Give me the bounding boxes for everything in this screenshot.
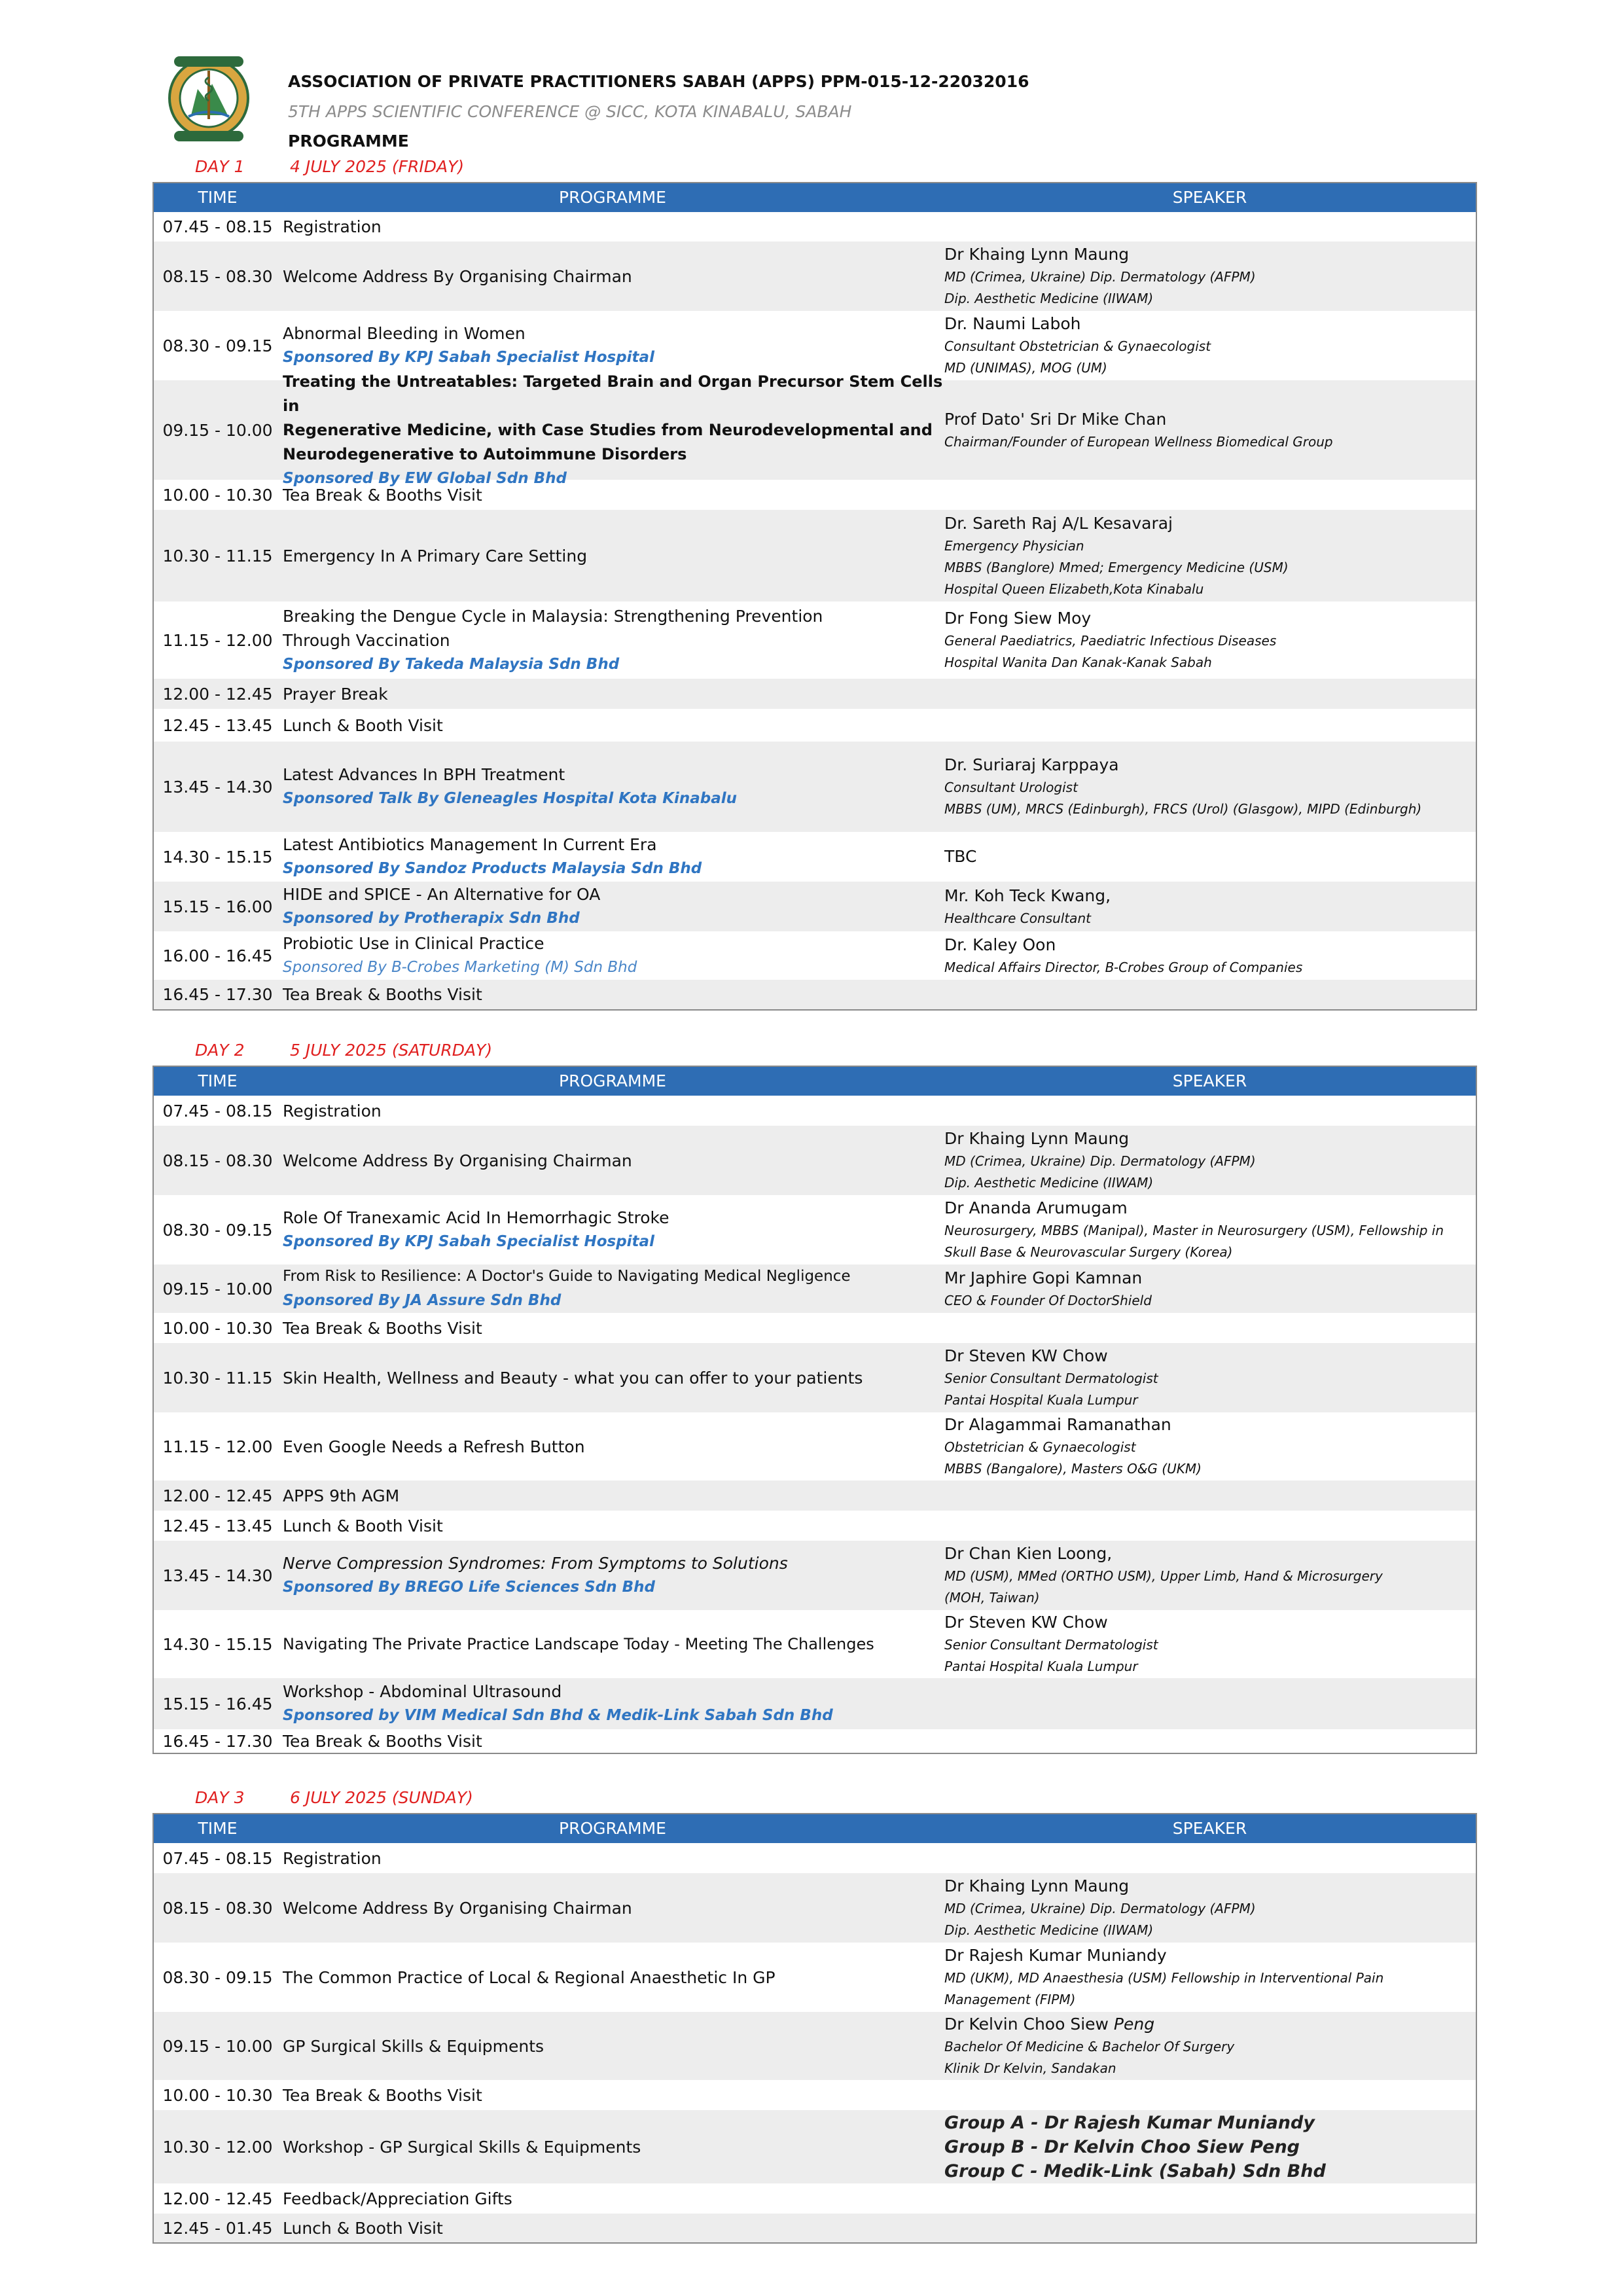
speaker-name: Dr Fong Siew Moy [944, 609, 1092, 628]
speaker-name: Dr Chan Kien Loong, [944, 1544, 1113, 1563]
sponsor-text: Sponsored By JA Assure Sdn Bhd [283, 1292, 562, 1309]
apps-logo-icon [165, 51, 253, 153]
speaker-name: Prof Dato' Sri Dr Mike Chan [944, 409, 1167, 429]
table-row: 14.30 - 15.15 Navigating The Private Practice Landscape Today - Meeting The Challenges Dr Steven KW Chow Senior Consultant Dermatologist Pantai Hospital Kuala Lumpur [154, 1610, 1476, 1678]
table-row: 16.00 - 16.45 Probiotic Use in Clinical Practice Sponsored By B-Crobes Marketing (M) Sdn Bhd Dr. Kaley Oon Medical Affairs Director, B-Crobes Group of Companies [154, 931, 1476, 980]
speaker-name: Dr. Kaley Oon [944, 935, 1056, 954]
table-row: 08.15 - 08.30 Welcome Address By Organising Chairman Dr Khaing Lynn Maung MD (Crimea, Ukraine) Dip. Dermatology (AFPM) Dip. Aesthetic Medicine (IIWAM) [154, 1873, 1476, 1943]
table-row: 13.45 - 14.30 Nerve Compression Syndromes: From Symptoms to Solutions Sponsored By BREGO Life Sciences Sdn Bhd Dr Chan Kien Loong, MD (USM), MMed (ORTHO USM), Upper Limb, Hand & Microsurgery (MOH, Taiwan) [154, 1541, 1476, 1610]
document-header [288, 67, 1029, 156]
speaker-name: Dr. Suriaraj Karppaya [944, 755, 1119, 774]
speaker-name: Dr Steven KW Chow [944, 1346, 1108, 1365]
sponsor-text: Sponsored By Takeda Malaysia Sdn Bhd [283, 655, 620, 673]
table-row: 10.30 - 11.15 Skin Health, Wellness and Beauty - what you can offer to your patients Dr Steven KW Chow Senior Consultant Dermatologist Pantai Hospital Kuala Lumpur [154, 1343, 1476, 1412]
document-title: PROGRAMME [288, 132, 409, 151]
table-row: 09.15 - 10.00 Treating the Untreatables: Targeted Brain and Organ Precursor Stem Cells in Regenerative Medicine, with Case Studies from Neurodevelopmental and Neurodegenerative to Autoimmune Disorders Sponsored By EW Global Sdn Bhd Prof Dato' Sri Dr Mike Chan Chairman/Founder of European Wellness Biomedical Group [154, 380, 1476, 480]
speaker-name: Dr. Naumi Laboh [944, 314, 1081, 333]
table-row: 10.30 - 12.00 Workshop - GP Surgical Skills & Equipments Group A - Dr Rajesh Kumar Muniandy Group B - Dr Kelvin Choo Siew Peng Group C - Medik-Link (Sabah) Sdn Bhd [154, 2110, 1476, 2183]
workshop-group: Group C - Medik-Link (Sabah) Sdn Bhd [944, 2161, 1326, 2181]
sponsor-text: Sponsored By B-Crobes Marketing (M) Sdn Bhd [283, 959, 637, 976]
speaker-name: Dr Alagammai Ramanathan [944, 1415, 1171, 1434]
table-row: 08.30 - 09.15 Role Of Tranexamic Acid In Hemorrhagic Stroke Sponsored By KPJ Sabah Specialist Hospital Dr Ananda Arumugam Neurosurgery, MBBS (Manipal), Master in Neurosurgery (USM), Fellowship in Skull Base & Neurovascular Surgery (Korea) [154, 1195, 1476, 1265]
speaker-name: TBC [944, 847, 977, 866]
table-row: 16.45 - 17.30 Tea Break & Booths Visit [154, 980, 1476, 1009]
table-row: 15.15 - 16.45 Workshop - Abdominal Ultrasound Sponsored by VIM Medical Sdn Bhd & Medik-Link Sabah Sdn Bhd [154, 1678, 1476, 1729]
sponsor-text: Sponsored by VIM Medical Sdn Bhd & Medik-Link Sabah Sdn Bhd [283, 1707, 833, 1724]
speaker-name: Dr Ananda Arumugam [944, 1198, 1128, 1217]
table-row: 12.45 - 01.45 Lunch & Booth Visit [154, 2214, 1476, 2242]
speaker-name: Dr Steven KW Chow [944, 1613, 1108, 1632]
sponsor-text: Sponsored By KPJ Sabah Specialist Hospital [283, 349, 654, 366]
table-row: 10.00 - 10.30 Tea Break & Booths Visit [162, 2085, 482, 2105]
organisation-name: ASSOCIATION OF PRIVATE PRACTITIONERS SABAH (APPS) PPM-015-12-22032016 [288, 72, 1029, 91]
table-row: 12.45 - 13.45 Lunch & Booth Visit [162, 715, 443, 735]
workshop-group: Group B - Dr Kelvin Choo Siew Peng [944, 2136, 1300, 2157]
table-row: 10.00 - 10.30 Tea Break & Booths Visit [162, 485, 482, 505]
table-row: 13.45 - 14.30 Latest Advances In BPH Treatment Sponsored Talk By Gleneagles Hospital Kota Kinabalu Dr. Suriaraj Karppaya Consultant Urologist MBBS (UM), MRCS (Edinburgh), FRCS (Urol) (Glasgow), MIPD (Edinburgh) [154, 742, 1476, 832]
table-row: 11.15 - 12.00 Even Google Needs a Refresh Button Dr Alagammai Ramanathan Obstetrician & Gynaecologist MBBS (Bangalore), Masters O&G (UKM) [154, 1412, 1476, 1480]
table-row: 14.30 - 15.15 Latest Antibiotics Management In Current Era Sponsored By Sandoz Products Malaysia Sdn Bhd TBC [154, 832, 1476, 882]
table-row: 12.00 - 12.45 APPS 9th AGM [154, 1480, 1476, 1511]
table-row: 11.15 - 12.00 Breaking the Dengue Cycle in Malaysia: Strengthening Prevention Through Vaccination Sponsored By Takeda Malaysia Sdn Bhd Dr Fong Siew Moy General Paediatrics, Paediatric Infectious Diseases Hospital Wanita Dan Kanak-Kanak Sabah [154, 601, 1476, 679]
table-row: 07.45 - 08.15 Registration [162, 217, 382, 236]
workshop-group: Group A - Dr Rajesh Kumar Muniandy [944, 2112, 1315, 2133]
table-row: 08.15 - 08.30 Welcome Address By Organising Chairman Dr Khaing Lynn Maung MD (Crimea, Ukraine) Dip. Dermatology (AFPM) Dip. Aesthetic Medicine (IIWAM) [154, 1126, 1476, 1195]
table-header: TIME PROGRAMME SPEAKER [154, 1067, 1476, 1096]
sponsor-text: Sponsored Talk By Gleneagles Hospital Kota Kinabalu [283, 790, 738, 807]
table-row: 16.45 - 17.30 Tea Break & Booths Visit [162, 1731, 482, 1751]
day-3-table [152, 1813, 1477, 2244]
table-row: 08.15 - 08.30 Welcome Address By Organising Chairman Dr Khaing Lynn Maung MD (Crimea, Ukraine) Dip. Dermatology (AFPM) Dip. Aesthetic Medicine (IIWAM) [154, 242, 1476, 311]
sponsor-text: Sponsored by Protherapix Sdn Bhd [283, 910, 580, 927]
table-row: 08.30 - 09.15 The Common Practice of Local & Regional Anaesthetic In GP Dr Rajesh Kumar Muniandy MD (UKM), MD Anaesthesia (USM) Fellowship in Interventional Pain Management (FIPM) [154, 1943, 1476, 2012]
table-row: 08.30 - 09.15 Abnormal Bleeding in Women Sponsored By KPJ Sabah Specialist Hospital Dr. Naumi Laboh Consultant Obstetrician & Gynaecologist MD (UNIMAS), MOG (UM) [154, 311, 1476, 380]
speaker-name: Mr Japhire Gopi Kamnan [944, 1268, 1143, 1287]
sponsor-text: Sponsored By BREGO Life Sciences Sdn Bhd [283, 1579, 655, 1596]
sponsor-text: Sponsored By KPJ Sabah Specialist Hospital [283, 1233, 654, 1250]
table-row: 07.45 - 08.15 Registration [162, 1101, 382, 1121]
table-row: 12.00 - 12.45 Prayer Break [154, 679, 1476, 709]
speaker-name: Dr Khaing Lynn Maung [944, 1876, 1130, 1895]
table-row: 09.15 - 10.00 From Risk to Resilience: A Doctor's Guide to Navigating Medical Negligence Sponsored By JA Assure Sdn Bhd Mr Japhire Gopi Kamnan CEO & Founder Of DoctorShield [154, 1265, 1476, 1313]
table-row: 10.30 - 11.15 Emergency In A Primary Care Setting Dr. Sareth Raj A/L Kesavaraj Emergency Physician MBBS (Banglore) Mmed; Emergency Medicine (USM) Hospital Queen Elizabeth,Kota Kinabalu [154, 510, 1476, 601]
speaker-name: Dr. Sareth Raj A/L Kesavaraj [944, 513, 1173, 533]
speaker-name: Dr Khaing Lynn Maung [944, 245, 1130, 264]
table-header: TIME PROGRAMME SPEAKER [154, 183, 1476, 212]
table-header: TIME PROGRAMME SPEAKER [154, 1814, 1476, 1843]
speaker-name: Mr. Koh Teck Kwang, [944, 886, 1111, 905]
speaker-name: Dr Khaing Lynn Maung [944, 1129, 1130, 1148]
speaker-name: Dr Rajesh Kumar Muniandy [944, 1946, 1167, 1965]
programme-page: ASSOCIATION OF PRIVATE PRACTITIONERS SABAH (APPS) PPM-015-12-22032016 5TH APPS SCIENTIFIC CONFERENCE @ SICC, KOTA KINABALU, SABAH PROGRAMME DAY 1 4 JULY 2025 (FRIDAY) TIME PROGRAMME SPEAKER 07.45 - 08.15 Registration 08.15 - 08.30 Welcome Address By Organising Chairman Dr Khaing Lynn Maung MD (Crimea, Ukraine) Dip. Dermatology (AFPM) Dip. Aesthetic Medicine (IIWAM) 08.30 - 09.15 Abnormal Bleeding in Women Sponsored By KPJ Sabah Specialist Hospital Dr. Naumi Laboh Consultant Obstetrician & Gynaecologist MD (UNIMAS), MOG (UM) 09.15 - 10.00 Treating the Untreatables: Targeted Brain and Organ Precursor Stem Cells in Regenerative Medicine, with Case Studies from Neurodevelopmental and Neurodegenerative to Autoimmune Disorders Sponsored By EW Global Sdn Bhd Prof Dato' Sri Dr Mike Chan Chairman/Founder of European Wellness Biomedical Group 10.00 - 10.30 Tea Break & Booths Visit 10.30 - 11.15 Emergency In A Primary Care Setting Dr. Sareth Raj A/L Kesavaraj Emergency Physician MBBS (Banglore) Mmed; Emergency Medicine (USM) Hospital Queen Elizabeth,Kota Kinabalu 11.15 - 12.00 Breaking the Dengue Cycle in Malaysia: Strengthening Prevention Through Vaccination Sponsored By Takeda Malaysia Sdn Bhd Dr Fong Siew Moy General Paediatrics, Paediatric Infectious Diseases Hospital Wanita Dan Kanak-Kanak Sabah 12.00 - 12.45 Prayer Break 12.45 - 13.45 Lunch & Booth Visit 13.45 - 14.30 Latest Advances In BPH Treatment Sponsored Talk By Gleneagles Hospital Kota Kinabalu Dr. Suriaraj Karppaya Consultant Urologist MBBS (UM), MRCS (Edinburgh), FRCS (Urol) (Glasgow), MIPD (Edinburgh) 14.30 - 15.15 Latest Antibiotics Management In Current Era Sponsored By Sandoz Products Malaysia Sdn Bhd TBC 15.15 - 16.00 HIDE and SPICE - An Alternative for OA Sponsored by Protherapix Sdn Bhd Mr. Koh Teck Kwang, Healthcare Consultant 16.00 - 16.45 Probiotic Use in Clinical Practice Sponsored By B-Crobes Marketing (M) Sdn Bhd Dr. Kaley Oon Medical Affairs Director, B-Crobes Group of Companies 16.45 - 17.30 Tea Break & Booths Visit DAY 2 5 JULY 2025 (SATURDAY) TIME PROGRAMME SPEAKER 07.45 - 08.15 Registration 08.15 - 08.30 Welcome Address By Organising Chairman Dr Khaing Lynn Maung MD (Crimea, Ukraine) Dip. Dermatology (AFPM) Dip. Aesthetic Medicine (IIWAM) 08.30 - 09.15 Role Of Tranexamic Acid In Hemorrhagic Stroke Sponsored By KPJ Sabah Specialist Hospital Dr Ananda Arumugam Neurosurgery, MBBS (Manipal), Master in Neurosurgery (USM), Fellowship in Skull Base & Neurovascular Surgery (Korea) 09.15 - 10.00 From Risk to Resilience: A Doctor's Guide to Navigating Medical Negligence Sponsored By JA Assure Sdn Bhd Mr Japhire Gopi Kamnan CEO & Founder Of DoctorShield 10.00 - 10.30 Tea Break & Booths Visit 10.30 - 11.15 Skin Health, Wellness and Beauty - what you can offer to your patients Dr Steven KW Chow Senior Consultant Dermatologist Pantai Hospital Kuala Lumpur 11.15 - 12.00 Even Google Needs a Refresh Button Dr Alagammai Ramanathan Obstetrician & Gynaecologist MBBS (Bangalore), Masters O&G (UKM) 12.00 - 12.45 APPS 9th AGM 12.45 - 13.45 Lunch & Booth Visit 13.45 - 14.30 Nerve Compression Syndromes: From Symptoms to Solutions Sponsored By BREGO Life Sciences Sdn Bhd Dr Chan Kien Loong, MD (USM), MMed (ORTHO USM), Upper Limb, Hand & Microsurgery (MOH, Taiwan) 14.30 - 15.15 Navigating The Private Practice Landscape Today - Meeting The Challenges Dr Steven KW Chow Senior Consultant Dermatologist Pantai Hospital Kuala Lumpur 15.15 - 16.45 Workshop - Abdominal Ultrasound Sponsored by VIM Medical Sdn Bhd & Medik-Link Sabah Sdn Bhd 16.45 - 17.30 Tea Break & Booths Visit DAY 3 6 JULY 2025 (SUNDAY) TIME PROGRAMME SPEAKER 07.45 - 08.15 Registration 08.15 - 08.30 Welcome Address By Organising Chairman Dr Khaing Lynn Maung MD (Crimea, Ukraine) Dip. Dermatology (AFPM) Dip. Aesthetic Medicine (IIWAM) 08.30 - 09.15 The Common Practice of Local & Regional Anaesthetic In GP Dr Rajesh Kumar Muniandy MD (UKM), MD Anaesthesia (USM) Fellowship in Interventional Pain Management (FIPM) 09.15 - 10.00 GP Surgical Skills & Equipments Dr Kelvin Choo Siew Peng Bachelor Of Medicine & Bachelor Of Surgery Klinik Dr Kelvin, Sandakan 10.00 - 10.30 Tea Break & Booths Visit 10.30 - 12.00 Workshop - GP Surgical Skills & Equipments Group A - Dr Rajesh Kumar Muniandy Group B - Dr Kelvin Choo Siew Peng Group C - Medik-Link (Sabah) Sdn Bhd 12.00 - 12.45 Feedback/Appreciation Gifts 12.45 - 01.45 Lunch & Booth Visit [0, 0, 1623, 2296]
table-row: 15.15 - 16.00 HIDE and SPICE - An Alternative for OA Sponsored by Protherapix Sdn Bhd Mr. Koh Teck Kwang, Healthcare Consultant [154, 882, 1476, 931]
sponsor-text: Sponsored By Sandoz Products Malaysia Sdn Bhd [283, 860, 702, 877]
sponsor-text: Sponsored By EW Global Sdn Bhd [283, 469, 567, 487]
table-row: 07.45 - 08.15 Registration [162, 1848, 382, 1868]
table-row: 12.45 - 13.45 Lunch & Booth Visit [162, 1516, 443, 1535]
table-row: 10.00 - 10.30 Tea Break & Booths Visit [162, 1318, 482, 1338]
day-2-table [152, 1066, 1477, 1754]
speaker-name: Dr Kelvin Choo Siew Peng [944, 2015, 1155, 2034]
table-row: 12.00 - 12.45 Feedback/Appreciation Gifts [162, 2189, 512, 2208]
table-row: 09.15 - 10.00 GP Surgical Skills & Equipments Dr Kelvin Choo Siew Peng Bachelor Of Medicine & Bachelor Of Surgery Klinik Dr Kelvin, Sandakan [154, 2012, 1476, 2080]
day-1-table [152, 182, 1477, 1011]
conference-title: 5TH APPS SCIENTIFIC CONFERENCE @ SICC, KOTA KINABALU, SABAH [288, 102, 852, 121]
